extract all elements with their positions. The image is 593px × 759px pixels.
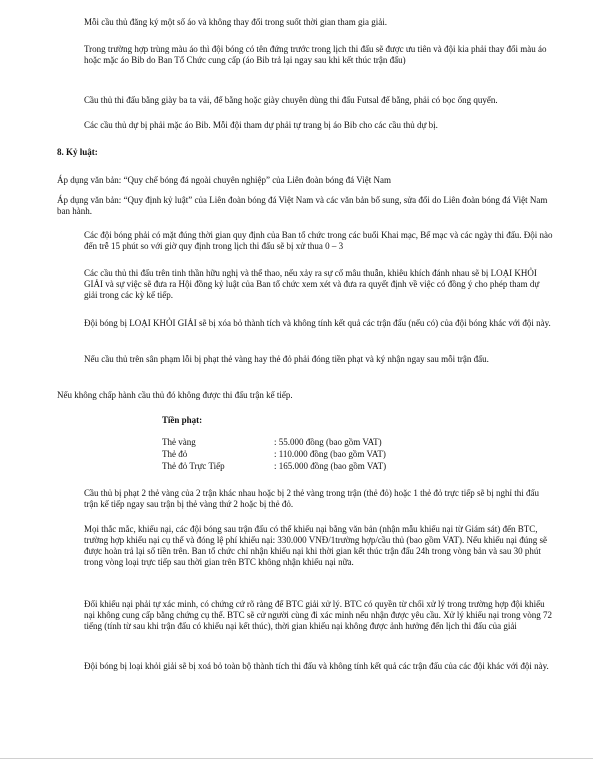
paragraph-jersey-color-clash: Trong trường hợp trùng màu áo thì đội bóng có tên đứng trước trong lịch thi đấu sẽ được ưu tiên và đội kia phải thay đổi màu áo hoặc mặc áo Bib do Ban Tổ Chức cung cấp (áo Bib trả lại ngay sau khi kết thúc trận đấu) — [84, 44, 547, 65]
paragraph-complaint-verification: Đối khiếu nại phải tự xác minh, có chứng cứ rõ ràng để BTC giải xử lý. BTC có quyền từ chối xử lý trong trường hợp đội khiếu nại không cung cấp bằng chứng cụ thể. BTC sẽ cử người cùng đi xác minh nếu nhận được yêu cầu. Xử lý khiếu nại trong vòng 72 tiếng (tính từ sau khi trận đấu có khiếu nại kết thúc), thời gian khiếu nại không được ảnh hưởng đến lịch thi đấu của giải — [84, 599, 553, 631]
paragraph-amateur-regulation: Áp dụng văn bản: “Quy chế bóng đá ngoài chuyên nghiệp” của Liên đoàn bóng đá Việt Nam — [57, 175, 391, 185]
paragraph-footwear: Cầu thủ thi đấu bằng giày ba ta vải, để bằng hoặc giày chuyên dùng thi đấu Futsal để bằng, phải có bọc ống quyển. — [84, 95, 498, 105]
fine-amount: : 55.000 đồng (bao gồm VAT) — [274, 437, 382, 447]
fine-label: Thẻ vàng — [162, 437, 196, 447]
fine-amount: : 110.000 đồng (bao gồm VAT) — [274, 449, 386, 459]
paragraph-discipline-regulation — [57, 195, 554, 217]
fine-label: Thẻ đỏ Trực Tiếp — [162, 461, 225, 471]
paragraph-complaints: Mọi thắc mắc, khiếu nại, các đội bóng sau trận đấu có thể khiếu nại bằng văn bản (nhận mẫu khiếu nại từ Giám sát) đến BTC, trường hợp khiếu nại cụ thể và đóng lệ phí khiếu nại: 330.000 VNĐ/1trường hợp/cầu thủ (bao gồm VAT). Nếu khiếu nại đúng sẽ được hoàn trả lại số tiền trên. Ban tổ chức chỉ nhận khiếu nại khi thời gian kết thúc trận đấu 24h trong vòng bản và sau 30 phút trong vòng loại trực tiếp sau thời gian trên BTC không nhận khiếu nại nữa. — [84, 524, 547, 567]
fines-title: Tiền phạt: — [162, 415, 203, 425]
paragraph-disqualification-results: Đội bóng bị loại khỏi giải sẽ bị xoá bỏ toàn bộ thành tích thi đấu và không tính kết quả các trận đấu của các đội khác với đội này. — [84, 661, 549, 671]
paragraph-card-fine: Nếu cầu thủ trên sân phạm lỗi bị phạt thẻ vàng hay thẻ đỏ phải đóng tiền phạt và ký nhận ngay sau mỗi trận đấu. — [84, 354, 489, 364]
paragraph-discipline-regulation-text: Áp dụng văn bản: “Quy định kỷ luật” của Liên đoàn bóng đá Việt Nam và các văn bản bổ sung, sửa đổi do Liên đoàn bóng đá Việt Nam ban hành. — [57, 195, 548, 216]
fine-label: Thẻ đỏ — [162, 449, 188, 459]
paragraph-disqualified-team: Đội bóng bị LOẠI KHỎI GIẢI sẽ bị xóa bỏ thành tích và không tính kết quả các trận đấu (nếu có) của đội bóng khác với đội này. — [84, 318, 551, 328]
paragraph-non-compliance: Nếu không chấp hành cầu thủ đó không được thi đấu trận kế tiếp. — [57, 390, 293, 400]
section-heading-discipline: 8. Kỷ luật: — [57, 147, 98, 157]
paragraph-conduct: Các cầu thủ thi đấu trên tinh thần hữu nghị và thể thao, nếu xảy ra sự cố mâu thuẫn, khiêu khích đánh nhau sẽ bị LOẠI KHỎI GIẢI và sự việc sẽ đưa ra Hội đồng kỷ luật của Ban tổ chức xem xét và đưa ra quyết định về việc có đồng ý cho phép tham dự giải trong các kỳ kế tiếp. — [84, 268, 540, 300]
paragraph-punctuality: Các đội bóng phải có mặt đúng thời gian quy định của Ban tổ chức trong các buổi Khai mạc, Bế mạc và các ngày thi đấu. Đội nào đến trễ 15 phút so với giờ quy định trong lịch thi đấu sẽ bị xử thua 0 – 3 — [84, 230, 553, 251]
paragraph-suspension: Cầu thủ bị phạt 2 thẻ vàng của 2 trận khác nhau hoặc bị 2 thẻ vàng trong trận (thẻ đỏ) hoặc 1 thẻ đỏ trực tiếp sẽ bị nghỉ thi đấu trận kế tiếp ngay sau trận bị thẻ vàng thứ 2 hoặc bị thẻ đỏ. — [84, 488, 540, 509]
paragraph-jersey-number: Mỗi cầu thủ đăng ký một số áo và không thay đổi trong suốt thời gian tham gia giải. — [84, 17, 387, 27]
paragraph-substitute-bib: Các cầu thủ dự bị phải mặc áo Bib. Mỗi đội tham dự phải tự trang bị áo Bib cho các cầu thủ dự bị. — [84, 120, 438, 130]
fine-amount: : 165.000 đồng (bao gồm VAT) — [274, 461, 387, 471]
